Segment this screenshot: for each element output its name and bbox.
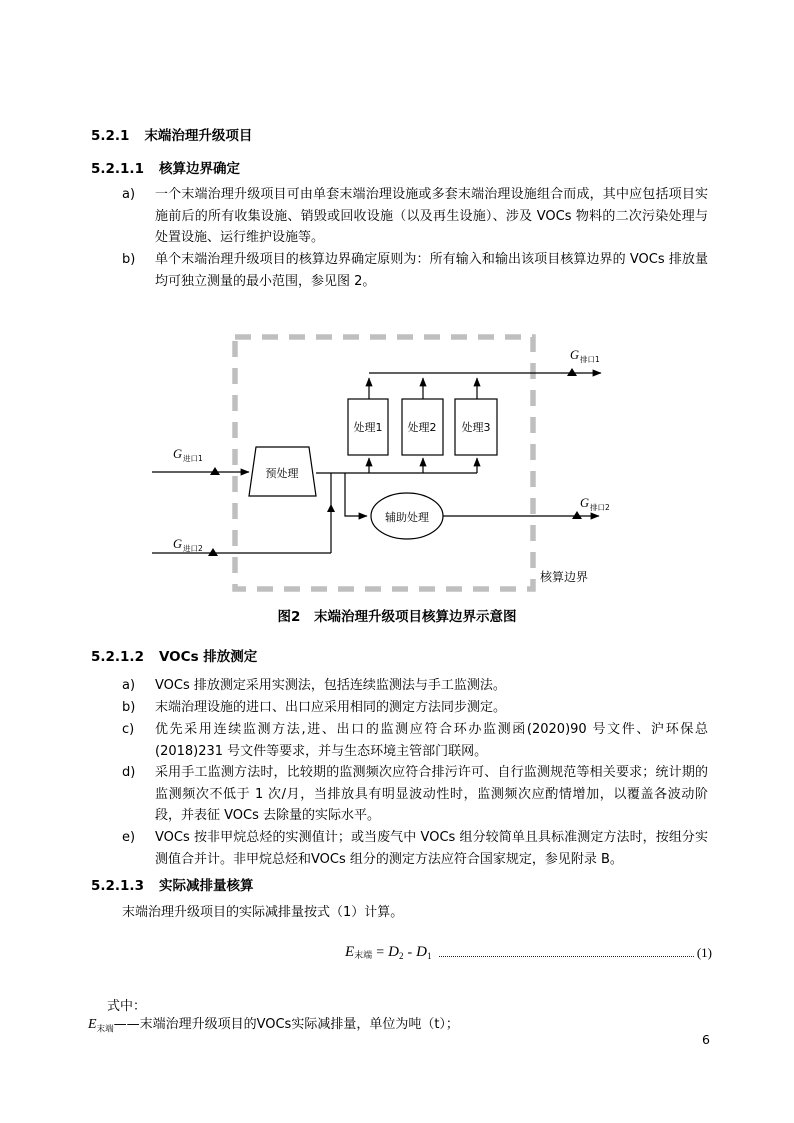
treatment1-label: 处理1 — [353, 421, 383, 434]
inlet1-symbol: G — [173, 447, 183, 461]
where-symbol: E — [88, 1017, 97, 1032]
section-number: 5.2.1.1 — [91, 161, 144, 177]
where-label: 式中： — [107, 999, 147, 1014]
list-text: VOCs 按非甲烷总烃的实测值计；或当废气中 VOCs 组分较简单且具标准测定方法时，按组分实测值合并计。非甲烷总烃和VOCs 组分的测定方法应符合国家规定，参见附录 B。 — [155, 830, 708, 867]
equals-sign: = — [376, 945, 385, 960]
list-text: 采用手工监测方法时，比较期的监测频次应符合排污许可、自行监测规范等相关要求；统计期的监测频次不低于 1 次/月，当排放具有明显波动性时，监测频次应酌情增加，以覆盖各波动阶段，并表征 VOCs 去除量的实际水平。 — [155, 765, 708, 824]
pretreatment-label: 预处理 — [265, 467, 299, 480]
section-heading-5-2-1 — [91, 124, 252, 144]
formula-lhs-subscript: 末端 — [354, 950, 373, 960]
list-marker: a) — [122, 187, 136, 202]
formula-term2-subscript: 1 — [426, 951, 432, 961]
treatment3-label: 处理3 — [461, 421, 491, 434]
list-marker: b) — [122, 700, 136, 715]
list-item-b — [122, 697, 708, 719]
outlet2-symbol: G — [580, 496, 590, 510]
list-marker: a) — [122, 678, 136, 693]
list-item-a — [122, 184, 708, 249]
dotted-leader — [439, 944, 693, 957]
inlet1-subscript: 进口1 — [183, 454, 203, 463]
outlet1-symbol: G — [570, 348, 580, 362]
formula-number: (1) — [696, 945, 712, 960]
list-marker: c) — [122, 722, 135, 737]
section-title: 实际减排量核算 — [158, 878, 254, 894]
minus-sign: - — [407, 945, 413, 960]
section-heading-5-2-1-3 — [91, 874, 253, 894]
section-number: 5.2.1.3 — [91, 878, 144, 894]
outlet1-subscript: 排口1 — [580, 355, 600, 364]
section-heading-5-2-1-1 — [91, 157, 240, 177]
page-number: 6 — [702, 1032, 710, 1047]
section-heading-5-2-1-2 — [91, 645, 257, 665]
formula-lhs-symbol: E — [345, 944, 355, 960]
list-text: 优先采用连续监测方法,进、出口的监测应符合环办监测函(2020)90 号文件、沪环保总(2018)231 号文件等要求，并与生态环境主管部门联网。 — [155, 722, 708, 759]
list-text: 单个末端治理升级项目的核算边界确定原则为：所有输入和输出该项目核算边界的 VOCs 排放量均可独立测量的最小范围，参见图 2。 — [155, 252, 708, 289]
where-dash: —— — [113, 1017, 140, 1032]
outlet2-subscript: 排口2 — [590, 503, 610, 512]
list-item-a — [122, 675, 708, 697]
paragraph: 末端治理升级项目的实际减排量按式（1）计算。 — [122, 905, 404, 920]
section-title: 末端治理升级项目 — [144, 128, 253, 144]
inlet2-symbol: G — [173, 537, 183, 551]
list-text: 一个末端治理升级项目可由单套末端治理设施或多套末端治理设施组合而成，其中应包括项目实施前后的所有收集设施、销毁或回收设施（以及再生设施）、涉及 VOCs 物料的二次污染处理与处置设施、运行维护设施等。 — [155, 187, 708, 246]
list-item-b — [122, 249, 708, 292]
boundary-label: 核算边界 — [540, 570, 589, 584]
where-text: 末端治理升级项目的VOCs实际减排量，单位为吨（t）； — [139, 1017, 459, 1032]
section-title: 核算边界确定 — [158, 161, 240, 177]
list-text: VOCs 排放测定采用实测法，包括连续监测法与手工监测法。 — [155, 678, 506, 693]
formula-term1-subscript: 2 — [398, 951, 404, 961]
section-number: 5.2.1.2 — [91, 649, 144, 665]
formula-1 — [345, 944, 712, 961]
list-marker: d) — [122, 765, 136, 780]
list-item-d — [122, 762, 708, 827]
figure-caption: 图2 末端治理升级项目核算边界示意图 — [277, 609, 517, 625]
where-definition — [88, 1013, 708, 1040]
inlet2-subscript: 进口2 — [183, 544, 203, 553]
where-subscript: 末端 — [96, 1023, 114, 1034]
formula-term1-symbol: D — [388, 944, 399, 960]
section-number: 5.2.1 — [91, 128, 130, 144]
list-item-c — [122, 719, 708, 762]
figure-2-diagram — [0, 330, 794, 610]
section-title: VOCs 排放测定 — [158, 649, 258, 665]
list-text: 末端治理设施的进口、出口应采用相同的测定方法同步测定。 — [155, 700, 507, 715]
formula-term2-symbol: D — [416, 944, 427, 960]
auxiliary-treatment-label: 辅助处理 — [385, 511, 429, 524]
list-marker: e) — [122, 830, 136, 845]
list-marker: b) — [122, 252, 136, 267]
treatment2-label: 处理2 — [407, 421, 437, 434]
list-item-e — [122, 827, 708, 870]
